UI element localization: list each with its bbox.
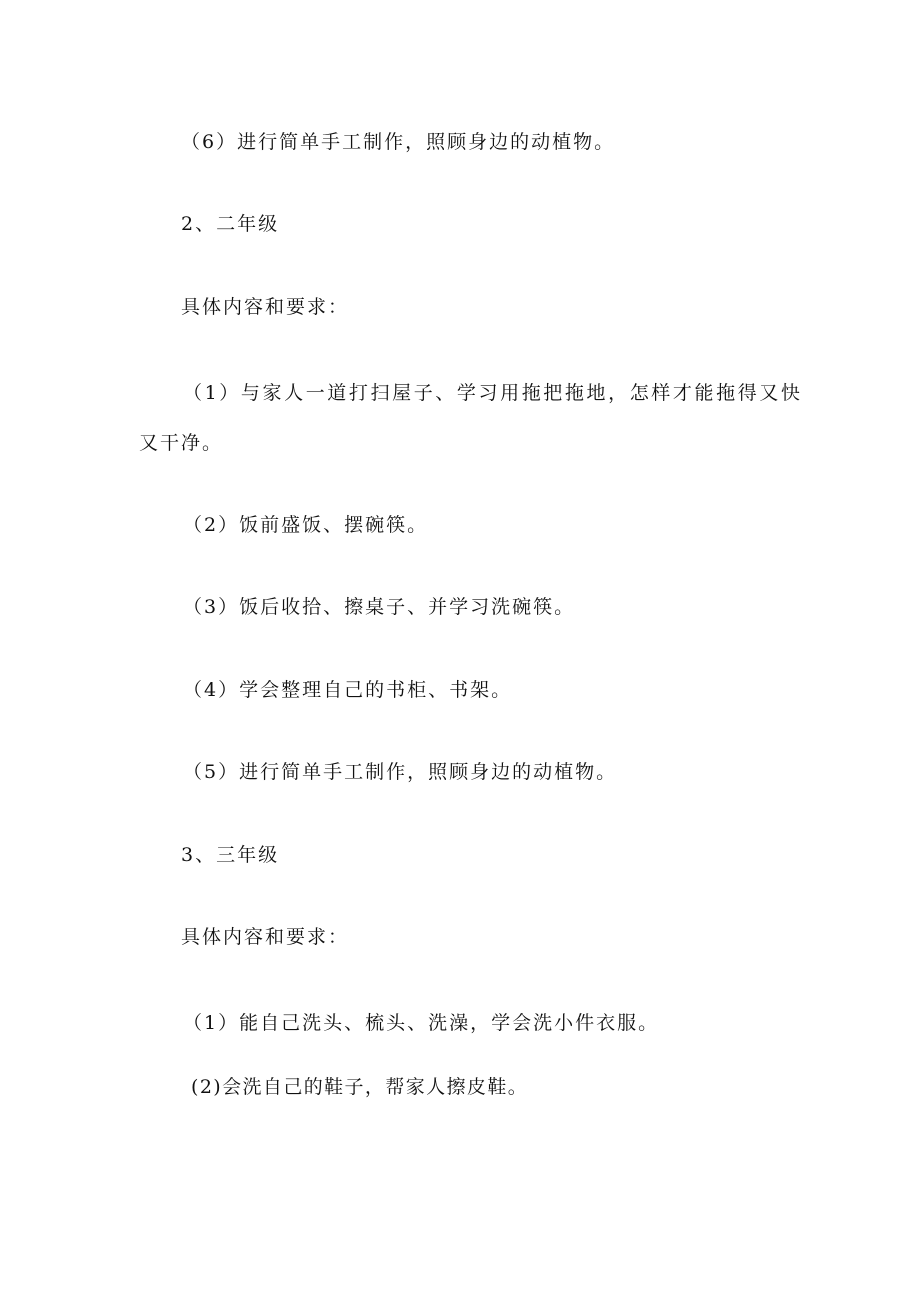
list-item-grade1-6: （6）进行简单手工制作，照顾身边的动植物。 — [181, 131, 616, 153]
requirements-label-grade2: 具体内容和要求： — [181, 296, 350, 318]
list-item-grade3-1: （1）能自己洗头、梳头、洗澡，学会洗小件衣服。 — [183, 1012, 660, 1034]
section-heading-grade2: 2、二年级 — [181, 213, 280, 235]
list-item-grade2-4: （4）学会整理自己的书柜、书架。 — [183, 679, 513, 701]
list-item-grade2-2: （2）饭前盛饭、摆碗筷。 — [183, 514, 429, 536]
list-item-grade3-2: (2)会洗自己的鞋子，帮家人擦皮鞋。 — [191, 1076, 529, 1098]
list-item-grade2-3: （3）饭后收拾、擦桌子、并学习洗碗筷。 — [183, 596, 576, 618]
list-item-grade2-1-continued: 又干净。 — [139, 432, 224, 454]
section-heading-grade3: 3、三年级 — [181, 844, 280, 866]
requirements-label-grade3: 具体内容和要求： — [181, 926, 350, 948]
list-item-grade2-1: （1）与家人一道打扫屋子、学习用拖把拖地，怎样才能拖得又快 — [183, 382, 803, 404]
list-item-grade2-5: （5）进行简单手工制作，照顾身边的动植物。 — [183, 761, 618, 783]
